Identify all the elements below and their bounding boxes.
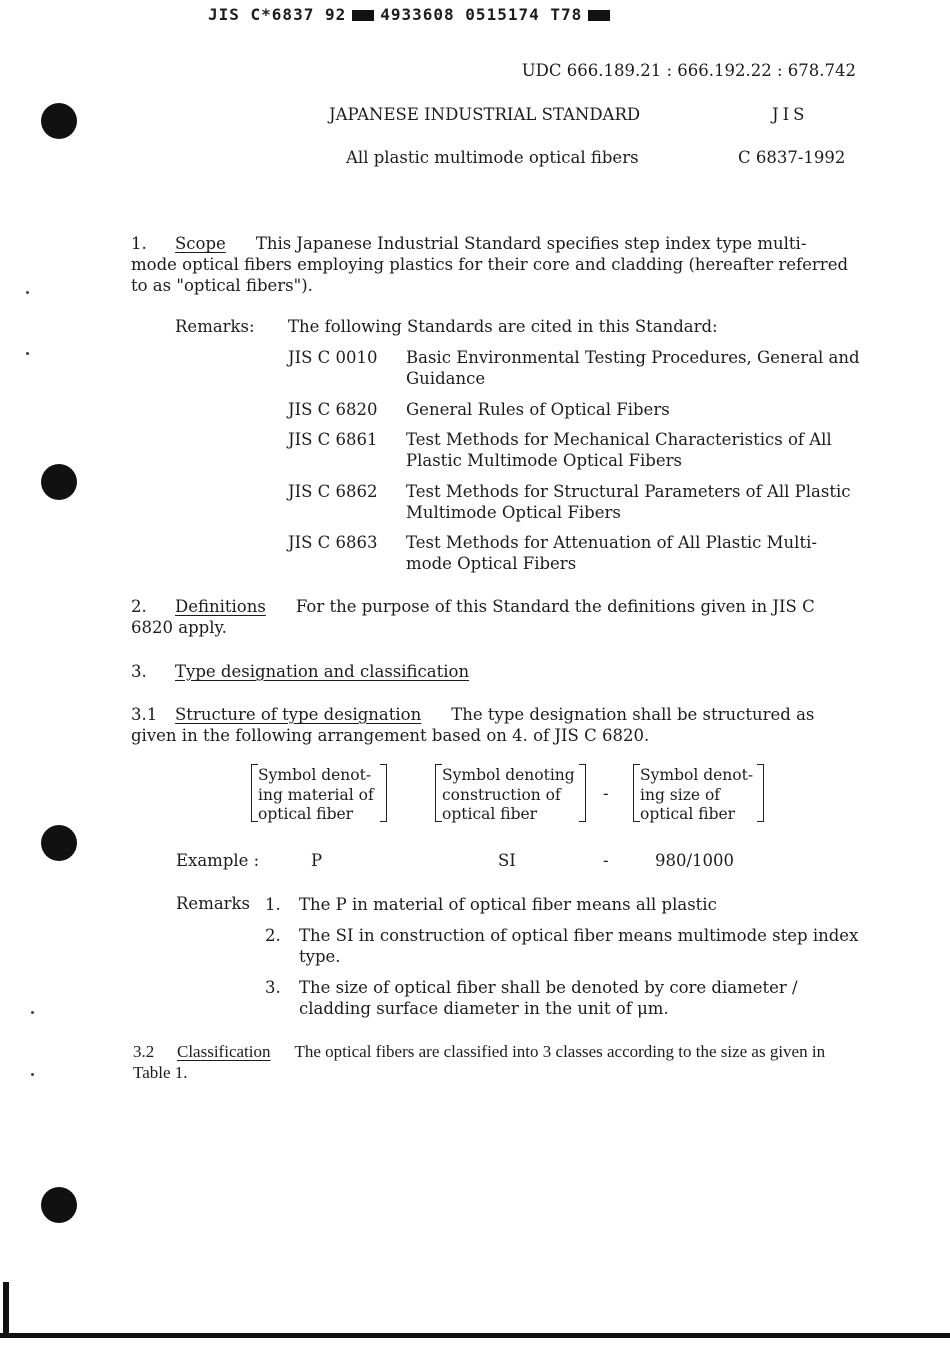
section-type-designation [131,661,851,682]
designation-separator: - [603,784,609,803]
standard-title: General Rules of Optical Fibers [406,400,670,419]
standard-code: JIS C 6863 [288,533,378,552]
document-code-line [208,5,616,24]
section-text: The optical fibers are classified into 3 classes according to the size as given in Table 1. [133,1042,826,1082]
example-size: 980/1000 [655,851,735,870]
code-part-1: JIS C*6837 92 [208,5,347,24]
scan-speck [31,1073,34,1076]
standard-title: Basic Environmental Testing Procedures, General and Guidance [406,348,860,388]
size-symbol-box: Symbol denot- ing size of optical fiber [633,764,764,822]
section-number: 3.1 [131,705,158,724]
scan-speck [31,1011,34,1014]
remark-text: The P in material of optical fiber means all plastic [299,895,717,914]
section-number: 3. [131,662,147,681]
example-separator: - [603,851,609,870]
construction-symbol-box: Symbol denoting construction of optical fiber [435,764,586,822]
section-structure [131,704,851,746]
page-edge-mark [3,1282,9,1338]
section-text: This Japanese Industrial Standard specifies step index type multi-mode optical fibers employing plastics for their core and cladding (hereafter referred to as "optical fibers"). [131,234,849,295]
jis-label: JIS [772,105,809,124]
udc-number: UDC 666.189.21 : 666.192.22 : 678.742 [521,61,856,80]
black-mark [588,10,610,21]
remarks-intro: The following Standards are cited in this Standard: [288,317,718,336]
section-scope [131,233,851,296]
black-mark [352,10,374,21]
section-number: 2. [131,597,147,616]
section-number: 3.2 [133,1042,155,1061]
section-number: 1. [131,234,147,253]
standard-name: JAPANESE INDUSTRIAL STANDARD [329,105,641,124]
material-symbol-box: Symbol denot- ing material of optical fiber [251,764,387,822]
scan-speck [26,352,29,355]
section-definitions [131,596,851,638]
page-bottom-border [0,1333,950,1338]
punch-hole [41,1187,77,1223]
example-construction: SI [498,851,516,870]
punch-hole [41,464,77,500]
section-text: The type designation shall be structured as given in the following arrangement based on 4. of JIS C 6820. [131,705,815,745]
section-heading: Type designation and classification [175,662,470,681]
remark-text: The SI in construction of optical fiber means multimode step index type. [299,926,859,966]
standard-number: C 6837-1992 [738,148,846,167]
section-heading: Structure of type designation [175,705,422,724]
punch-hole [41,825,77,861]
remark-number: 1. [265,895,281,914]
remark-number: 2. [265,926,281,945]
punch-hole [41,103,77,139]
remark-number: 3. [265,978,281,997]
section-heading: Scope [175,234,226,253]
code-part-2: 4933608 0515174 T78 [380,5,583,24]
section-heading: Definitions [175,597,266,616]
standard-title: Test Methods for Mechanical Characteristics of All Plastic Multimode Optical Fibers [406,430,832,470]
standard-title: Test Methods for Attenuation of All Plastic Multi-mode Optical Fibers [406,533,817,573]
example-material: P [311,851,323,870]
standard-code: JIS C 0010 [288,348,378,367]
scan-speck [26,291,29,294]
remarks-label: Remarks: [175,317,255,336]
remark-text: The size of optical fiber shall be denoted by core diameter / cladding surface diameter in the unit of μm. [299,978,798,1018]
standard-title: Test Methods for Structural Parameters of All Plastic Multimode Optical Fibers [406,482,851,522]
standard-code: JIS C 6861 [288,430,378,449]
example-label: Example : [176,851,260,870]
standard-code: JIS C 6862 [288,482,378,501]
standard-code: JIS C 6820 [288,400,378,419]
document-title: All plastic multimode optical fibers [346,148,639,167]
remarks-label: Remarks [176,894,251,913]
section-classification [133,1041,853,1083]
section-text: For the purpose of this Standard the definitions given in JIS C 6820 apply. [131,597,815,637]
section-heading: Classification [177,1042,271,1061]
